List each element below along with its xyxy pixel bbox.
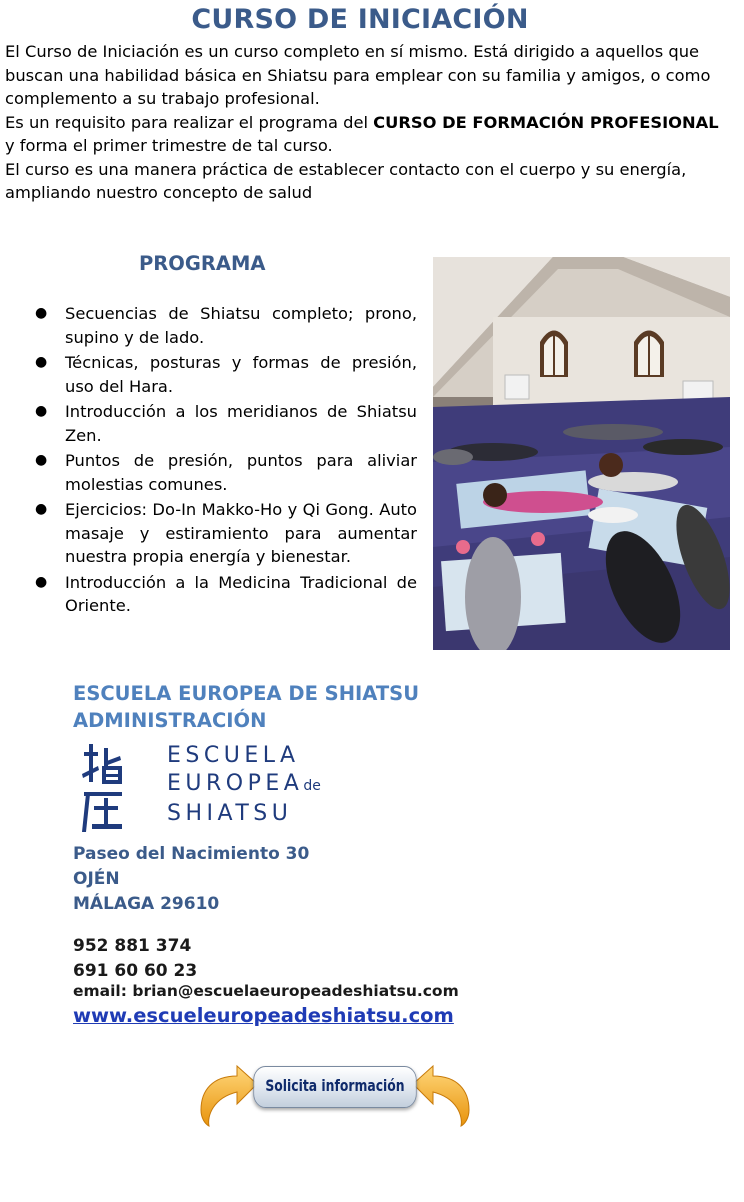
phone-block <box>73 934 197 983</box>
intro-p2-start: Es un requisito para realizar el programa del <box>5 112 374 132</box>
logo-line-2-text: EUROPEA <box>167 770 304 796</box>
list-item-text: Técnicas, posturas y formas de presión, uso del Hara. <box>65 353 417 396</box>
address-town: OJÉN <box>73 869 120 889</box>
class-photo <box>433 257 730 650</box>
request-info-button[interactable]: Solicita información <box>253 1066 416 1108</box>
shiatsu-kanji-icon <box>80 740 160 834</box>
intro-paragraph-1: El Curso de Iniciación es un curso completo en sí mismo. Está dirigido a aquellos que buscan una habilidad básica en Shiatsu para emplear con su familia y amigos, o como complemento a su trabajo profesional. <box>5 42 711 108</box>
school-heading <box>73 680 419 734</box>
page-title: CURSO DE INICIACIÓN <box>191 4 529 35</box>
phone-number-1: 952 881 374 <box>73 936 192 956</box>
programa-heading: PROGRAMA <box>139 252 266 275</box>
programa-list <box>29 302 417 620</box>
list-item <box>29 400 417 447</box>
school-name: ESCUELA EUROPEA DE SHIATSU <box>73 682 420 705</box>
list-item <box>29 449 417 496</box>
list-item <box>29 351 417 398</box>
right-arrow-icon <box>413 1066 469 1126</box>
school-logo <box>80 740 321 834</box>
address-block <box>73 842 309 917</box>
intro-text <box>5 40 725 205</box>
bullet-icon: ● <box>35 501 48 517</box>
list-item-text: Secuencias de Shiatsu completo; prono, supino y de lado. <box>65 304 417 347</box>
list-item <box>29 571 417 618</box>
website-link[interactable]: www.escueleuropeadeshiatsu.com <box>73 1004 454 1027</box>
logo-line-1: ESCUELA <box>167 743 300 768</box>
school-department: ADMINISTRACIÓN <box>73 709 267 732</box>
logo-wordmark <box>167 742 321 828</box>
address-street: Paseo del Nacimiento 30 <box>73 844 310 864</box>
list-item <box>29 302 417 349</box>
bullet-icon: ● <box>35 305 48 321</box>
bullet-icon: ● <box>35 403 48 419</box>
logo-line-3: SHIATSU <box>167 801 293 826</box>
logo-de: de <box>303 777 321 794</box>
intro-paragraph-3: El curso es una manera práctica de establecer contacto con el cuerpo y su energía, ampliando nuestro concepto de salud <box>5 159 687 202</box>
request-info-banner[interactable] <box>195 1060 475 1132</box>
list-item-text: Introducción a los meridianos de Shiatsu Zen. <box>65 402 417 445</box>
intro-p2-end: y forma el primer trimestre de tal curso. <box>5 136 333 155</box>
bullet-icon: ● <box>35 573 48 590</box>
logo-line-2 <box>167 770 321 801</box>
class-photo-illustration <box>433 257 730 650</box>
bullet-icon: ● <box>35 354 48 370</box>
intro-paragraph-2 <box>5 111 725 158</box>
list-item-text: Puntos de presión, puntos para aliviar molestias comunes. <box>65 451 417 494</box>
bullet-icon: ● <box>35 452 48 468</box>
phone-number-2: 691 60 60 23 <box>73 960 198 981</box>
list-item-text: Ejercicios: Do-In Makko-Ho y Qi Gong. Auto masaje y estiramiento para aumentar nuestra propia energía y bienestar. <box>65 500 417 566</box>
list-item <box>29 498 417 569</box>
address-city: MÁLAGA 29610 <box>73 894 220 914</box>
course-name-bold: CURSO DE FORMACIÓN PROFESIONAL <box>373 112 719 132</box>
left-arrow-icon <box>201 1066 257 1126</box>
email-text: email: brian@escuelaeuropeadeshiatsu.com <box>73 982 459 1000</box>
list-item-text: Introducción a la Medicina Tradicional de Oriente. <box>65 572 417 615</box>
